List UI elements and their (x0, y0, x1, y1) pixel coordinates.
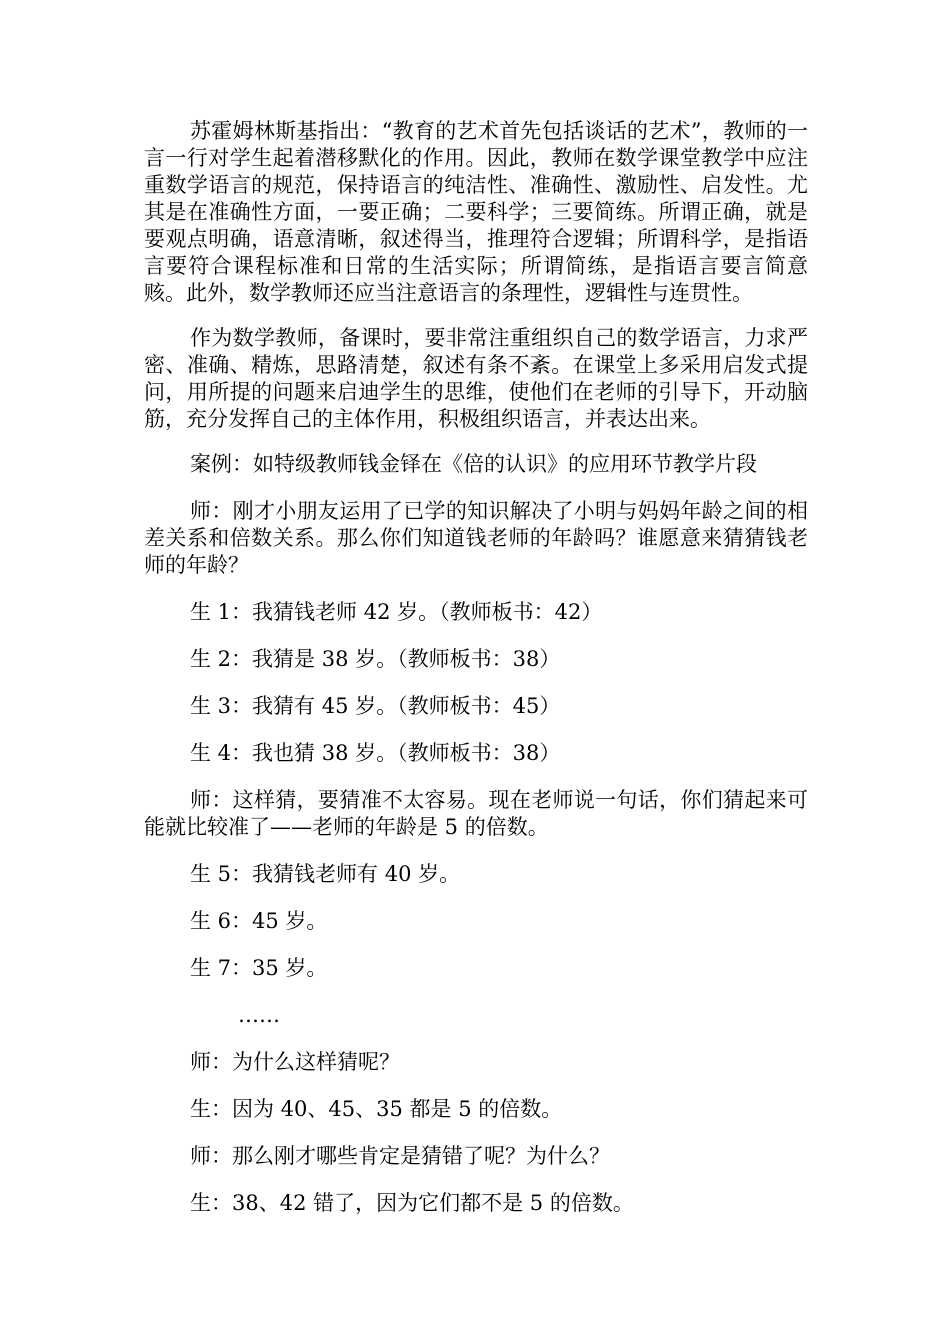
student-answer-4: 生 4：我也猜 38 岁。（教师板书：38） (190, 741, 561, 765)
teacher-question-3: 师：那么刚才哪些肯定是猜错了呢？为什么？ (190, 1144, 610, 1168)
case-title: 案例：如特级教师钱金铎在《倍的认识》的应用环节教学片段 (190, 452, 757, 476)
student-answer-6: 生 6：45 岁。 (190, 909, 328, 933)
teacher-question-2: 师：为什么这样猜呢？ (190, 1050, 400, 1074)
student-answer-2: 生 2：我猜是 38 岁。（教师板书：38） (190, 647, 561, 671)
document-page (144, 118, 808, 1217)
ellipsis: …… (238, 1003, 280, 1027)
teacher-hint: 师：这样猜，要猜准不太容易。现在老师说一句话，你们猜起来可能就比较准了——老师的年龄是 5 的倍数。 (144, 788, 808, 839)
student-answer-5: 生 5：我猜钱老师有 40 岁。 (190, 862, 461, 886)
student-answer-3: 生 3：我猜有 45 岁。（教师板书：45） (190, 694, 561, 718)
student-answer-1: 生 1：我猜钱老师 42 岁。（教师板书：42） (190, 600, 603, 624)
teacher-role-paragraph: 作为数学教师，备课时，要非常注重组织自己的数学语言，力求严密、准确、精炼，思路清楚，叙述有条不紊。在课堂上多采用启发式提问，用所提的问题来启迪学生的思维，使他们在老师的引导下，开动脑筋，充分发挥自己的主体作用，积极组织语言，并表达出来。 (144, 326, 808, 431)
student-answer-7: 生 7：35 岁。 (190, 956, 328, 980)
intro-paragraph: 苏霍姆林斯基指出：“教育的艺术首先包括谈话的艺术”，教师的一言一行对学生起着潜移默化的作用。因此，教师在数学课堂教学中应注重数学语言的规范，保持语言的纯洁性、准确性、激励性、启发性。尤其是在准确性方面，一要正确；二要科学；三要简练。所谓正确，就是要观点明确，语意清晰，叙述得当，推理符合逻辑；所谓科学，是指语言要符合课程标准和日常的生活实际；所谓简练，是指语言要言简意赅。此外，数学教师还应当注意语言的条理性，逻辑性与连贯性。 (144, 119, 808, 305)
student-reason: 生：因为 40、45、35 都是 5 的倍数。 (190, 1097, 563, 1121)
teacher-question-1: 师：刚才小朋友运用了已学的知识解决了小明与妈妈年龄之间的相差关系和倍数关系。那么你们知道钱老师的年龄吗？谁愿意来猜猜钱老师的年龄？ (144, 499, 808, 577)
student-conclusion: 生：38、42 错了，因为它们都不是 5 的倍数。 (190, 1191, 634, 1215)
